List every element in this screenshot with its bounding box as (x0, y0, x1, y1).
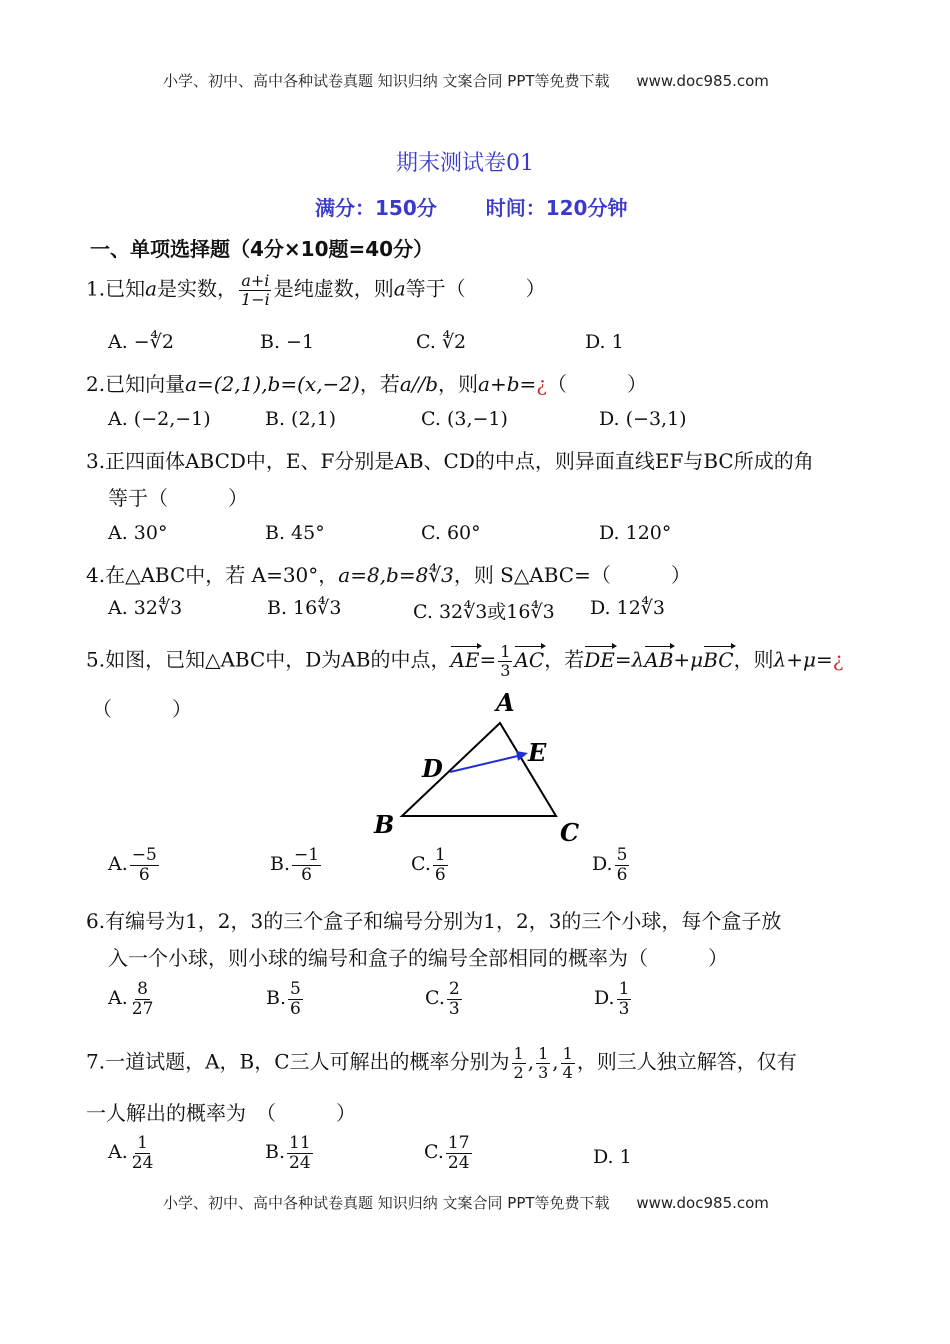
q5-vec-ae: AE (450, 647, 480, 672)
q1-var-a2: a (393, 276, 406, 301)
q5-opt-c-num: 1 (434, 845, 446, 865)
label-b: B (374, 810, 395, 839)
q7-option-d[interactable]: D. 1 (593, 1146, 632, 1168)
q1-option-c[interactable]: C. ∜2 (416, 331, 467, 353)
q7-opt-b-den: 24 (289, 1152, 311, 1173)
q7-frac1-num: 1 (513, 1044, 524, 1063)
q1-text-d: 等于（ ） (405, 276, 546, 301)
q2-option-b[interactable]: B. (2,1) (265, 408, 337, 430)
q3-option-b[interactable]: B. 45° (265, 522, 325, 544)
question-2 (86, 368, 647, 397)
label-c: C (560, 818, 580, 845)
q4-option-a[interactable]: A. 32∜3 (108, 597, 183, 619)
q3-option-c[interactable]: C. 60° (421, 522, 481, 544)
question-3-line2: 等于（ ） (108, 486, 248, 510)
q6-opt-c-frac (447, 980, 462, 1018)
q6-opt-b-frac (288, 980, 303, 1018)
q1-option-a[interactable]: A. −∜2 (108, 331, 174, 353)
q1-option-d[interactable]: D. 1 (585, 331, 624, 353)
question-4 (86, 559, 691, 588)
q5-opt-a-den: 6 (138, 864, 150, 885)
q7-opt-a-frac (130, 1134, 156, 1172)
page-title: 期末测试卷01 (396, 151, 534, 176)
q7-option-a[interactable] (108, 1134, 157, 1172)
q7-text-b: ，则三人独立解答，仅有 (576, 1049, 797, 1074)
exam-time: 时间：120分钟 (485, 196, 628, 220)
label-d: D (422, 754, 443, 783)
q5-opt-c-label: C. (411, 853, 431, 876)
q6-opt-c-num: 2 (448, 979, 460, 999)
q2-text-d: （ ） (547, 372, 648, 396)
q5-opt-d-den: 6 (616, 864, 628, 885)
q5-option-c[interactable] (411, 846, 450, 884)
triangle-figure (360, 685, 600, 845)
q6-opt-d-label: D. (594, 987, 615, 1010)
q4-text-b: ，则 S△ABC=（ ） (453, 563, 691, 587)
q7-opt-a-label: A. (108, 1141, 128, 1164)
q5-frac-num: 1 (500, 642, 511, 661)
q5-option-d[interactable] (592, 846, 631, 884)
q6-opt-a-frac (130, 980, 156, 1018)
q5-opt-c-den: 6 (434, 864, 446, 885)
q6-option-b[interactable] (266, 980, 305, 1018)
q2-text-a: 2.已知向量 (86, 372, 186, 396)
q5-vec-ac: AC (514, 647, 545, 672)
q1-option-b[interactable]: B. −1 (260, 331, 315, 353)
label-a: A (496, 688, 515, 717)
q1-text-c: 是纯虚数，则 (273, 276, 394, 301)
header-url[interactable]: www.doc985.com (636, 72, 769, 90)
q3-option-a[interactable]: A. 30° (108, 522, 168, 544)
q7-sep-1: , (527, 1049, 535, 1074)
q5-frac-den: 3 (500, 660, 511, 680)
q5-opt-d-num: 5 (616, 845, 628, 865)
q5-text-b: ，若 (544, 647, 585, 672)
q7-option-c[interactable] (424, 1134, 474, 1172)
q6-opt-b-den: 6 (290, 998, 301, 1019)
q6-opt-b-num: 5 (290, 979, 301, 999)
q7-frac1-den: 2 (513, 1062, 524, 1082)
question-6-line2: 入一个小球，则小球的编号和盒子的编号全部相同的概率为（ ） (108, 946, 728, 970)
q5-opt-d-frac (615, 846, 630, 884)
q2-sum: a+b= (478, 372, 537, 396)
q1-text-a: 1.已知 (86, 276, 146, 301)
q5-text-c: ，则 (733, 647, 774, 672)
q1-fraction (239, 272, 272, 308)
q5-glyph: ¿ (832, 647, 844, 672)
q7-frac-3 (561, 1045, 575, 1081)
q7-opt-a-num: 1 (137, 1133, 148, 1153)
q5-opt-a-frac (130, 846, 159, 884)
q2-option-a[interactable]: A. (−2,−1) (108, 408, 211, 430)
q7-opt-c-frac (446, 1134, 472, 1172)
q2-option-c[interactable]: C. (3,−1) (421, 408, 508, 430)
q5-vec-de: DE (584, 647, 615, 672)
q5-opt-a-label: A. (108, 853, 128, 876)
q3-option-d[interactable]: D. 120° (599, 522, 672, 544)
q7-frac2-den: 3 (538, 1062, 549, 1082)
q5-vec-bc: BC (703, 647, 734, 672)
q7-opt-b-num: 11 (289, 1133, 311, 1153)
q7-frac-2 (536, 1045, 550, 1081)
q6-opt-c-den: 3 (448, 998, 460, 1019)
q5-lambda: =λ (614, 647, 645, 672)
question-6-line1: 6.有编号为1，2，3的三个盒子和编号分别为1，2，3的三个小球，每个盒子放 (86, 909, 782, 933)
q5-opt-d-label: D. (592, 853, 613, 876)
q5-text-a: 5.如图，已知△ABC中，D为AB的中点， (86, 647, 451, 672)
section-heading: 一、单项选择题（4分×10题=40分） (90, 237, 434, 261)
q7-option-b[interactable] (265, 1134, 315, 1172)
q6-opt-d-num: 1 (618, 979, 630, 999)
header-text: 小学、初中、高中各种试卷真题 知识归纳 文案合同 PPT等免费下载 (163, 72, 610, 90)
question-7-line1 (86, 1045, 797, 1081)
page-footer (163, 1192, 769, 1213)
q1-text-b: 是实数， (157, 276, 238, 301)
q7-frac2-num: 1 (538, 1044, 549, 1063)
q1-frac-num: a+i (241, 271, 270, 290)
footer-url[interactable]: www.doc985.com (636, 1194, 769, 1212)
total-score: 满分：150分 (315, 196, 437, 220)
q6-option-c[interactable] (425, 980, 464, 1018)
q7-frac-1 (512, 1045, 526, 1081)
q6-opt-a-num: 8 (137, 979, 148, 999)
q4-option-d[interactable]: D. 12∜3 (590, 597, 666, 619)
q7-text-a: 7.一道试题，A，B，C三人可解出的概率分别为 (86, 1049, 510, 1074)
q2-parallel: a//b (399, 372, 439, 396)
q4-values: a=8,b=8∜3 (338, 563, 454, 587)
q4-text-a: 4.在△ABC中，若 A=30°， (86, 563, 339, 587)
q2-text-b: ，若 (359, 372, 400, 396)
q5-opt-b-num: −1 (294, 845, 320, 865)
q5-paren: （ ） (92, 697, 192, 721)
q6-option-d[interactable] (594, 980, 633, 1018)
footer-text: 小学、初中、高中各种试卷真题 知识归纳 文案合同 PPT等免费下载 (163, 1194, 610, 1212)
vector-de (450, 755, 522, 772)
q7-opt-b-frac (287, 1134, 313, 1172)
q6-opt-a-label: A. (108, 987, 128, 1010)
q2-glyph: ¿ (536, 372, 548, 396)
q7-opt-c-num: 17 (447, 1133, 470, 1153)
q5-opt-b-frac (292, 846, 321, 884)
q5-vec-ab: AB (644, 647, 674, 672)
q2-option-d[interactable]: D. (−3,1) (599, 408, 687, 430)
q6-opt-d-den: 3 (618, 998, 630, 1019)
question-3-line1: 3.正四面体ABCD中，E、F分别是AB、CD的中点，则异面直线EF与BC所成的角 (86, 449, 814, 473)
page-header (163, 70, 769, 91)
question-1 (86, 272, 546, 308)
q6-option-a[interactable] (108, 980, 157, 1018)
q7-opt-b-label: B. (265, 1141, 286, 1164)
q5-fraction (498, 643, 512, 679)
exam-info (315, 192, 627, 221)
q5-opt-c-frac (433, 846, 448, 884)
q7-opt-c-den: 24 (447, 1152, 470, 1173)
q6-opt-d-frac (617, 980, 632, 1018)
q6-opt-b-label: B. (266, 987, 287, 1010)
q4-option-c[interactable]: C. 32∜3或16∜3 (413, 601, 555, 623)
label-e: E (528, 738, 547, 767)
q5-mu: +μ (673, 647, 704, 672)
q4-option-b[interactable]: B. 16∜3 (267, 597, 342, 619)
q6-opt-c-label: C. (425, 987, 445, 1010)
q5-eq: = (479, 647, 497, 672)
q5-option-a[interactable] (108, 846, 161, 884)
q6-opt-a-den: 27 (131, 998, 154, 1019)
q5-lm: λ+μ= (773, 647, 833, 672)
q2-text-c: ，则 (438, 372, 479, 396)
q7-sep-2: , (552, 1049, 559, 1074)
q2-vectors: a=(2,1),b=(x,−2) (185, 372, 360, 396)
q5-opt-b-label: B. (270, 853, 291, 876)
q7-opt-a-den: 24 (131, 1152, 154, 1173)
q1-var-a: a (145, 276, 158, 301)
q5-option-b[interactable] (270, 846, 323, 884)
question-5 (86, 643, 844, 679)
q5-opt-b-den: 6 (301, 864, 312, 885)
q7-opt-c-label: C. (424, 1141, 444, 1164)
q1-frac-den: 1−i (241, 289, 270, 309)
q5-opt-a-num: −5 (131, 845, 157, 865)
question-7-line2: 一人解出的概率为 （ ） (86, 1101, 356, 1125)
q7-frac3-num: 1 (562, 1044, 573, 1063)
q7-frac3-den: 4 (562, 1062, 573, 1082)
